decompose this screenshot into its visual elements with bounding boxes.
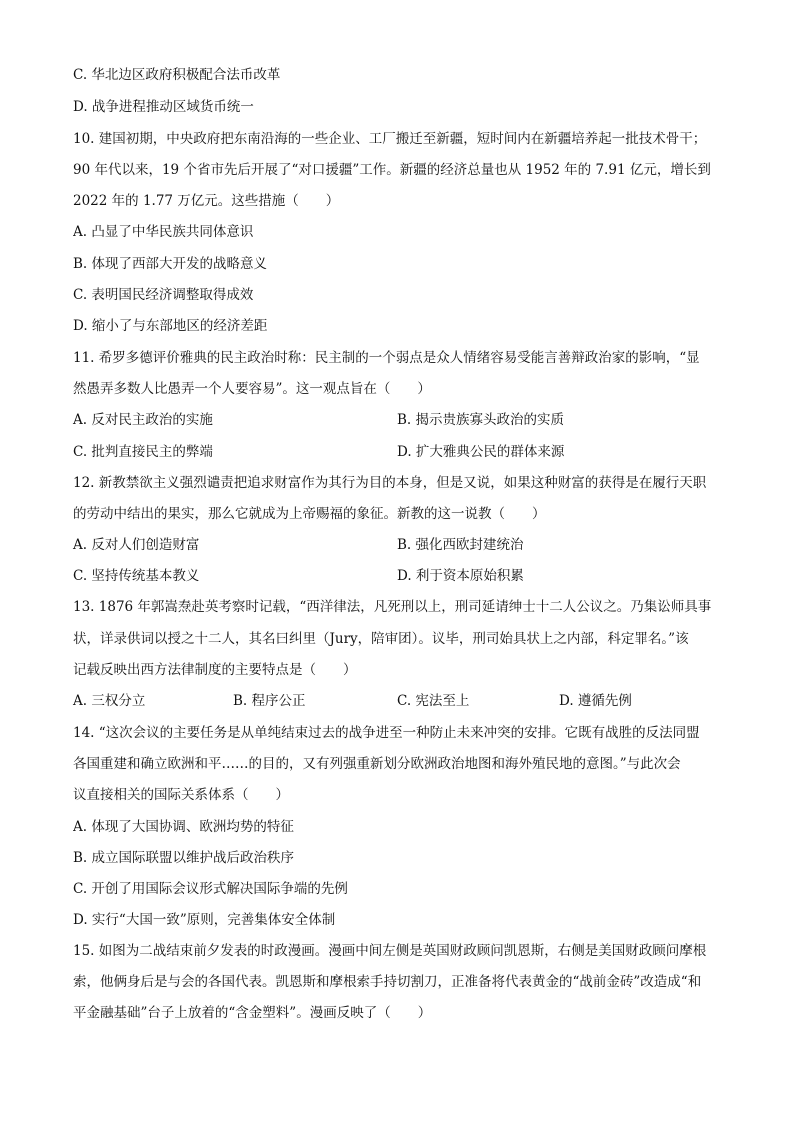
q11-stem-line-2: 然愚弄多数人比愚弄一个人要容易”。这一观点旨在（ ） [73,381,431,397]
q11-option-a: A. 反对民主政治的实施 [73,412,213,428]
q14-stem-line-3: 议直接相关的国际关系体系（ ） [73,787,289,803]
q10-option-c: C. 表明国民经济调整取得成效 [73,287,254,303]
q15-stem-line-1: 15. 如图为二战结束前夕发表的时政漫画。漫画中间左侧是英国财政顾问凯恩斯，右侧是美国财政顾问摩根 [73,943,707,959]
q13-option-c: C. 宪法至上 [397,693,470,709]
q13-stem-line-1: 13. 1876 年郭嵩焘赴英考察时记载，“西洋律法，凡死刑以上，刑司延请绅士十二人公议之。乃集讼师具事 [73,599,712,615]
q10-option-b: B. 体现了西部大开发的战略意义 [73,256,268,272]
q11-stem-line-1: 11. 希罗多德评价雅典的民主政治时称：民主制的一个弱点是众人情绪容易受能言善辩政治家的影响，“显 [73,350,700,366]
q13-option-b: B. 程序公正 [233,693,306,709]
q15-stem-line-2: 索，他俩身后是与会的各国代表。凯恩斯和摩根索手持切割刀，正准备将代表黄金的“战前金砖”改造成“和 [73,974,702,990]
q12-stem-line-2: 的劳动中结出的果实，那么它就成为上帝赐福的象征。新教的这一说教（ ） [73,506,546,522]
q13-stem-line-3: 记载反映出西方法律制度的主要特点是（ ） [73,662,357,678]
q9-option-c: C. 华北边区政府积极配合法币改革 [73,67,281,83]
q14-option-a: A. 体现了大国协调、欧洲均势的特征 [73,819,294,835]
q12-options-row-1 [73,536,723,554]
q9-option-d: D. 战争进程推动区域货币统一 [73,99,254,115]
q13-option-a: A. 三权分立 [73,693,146,709]
q13-stem-line-2: 状，详录供词以授之十二人，其名曰纠里（Jury，陪审团）。议毕，刑司始具状上之内部，科定罪名。”该 [73,631,689,647]
q15-stem-line-3: 平金融基础”台子上放着的“含金塑料”。漫画反映了（ ） [73,1005,432,1021]
q10-option-a: A. 凸显了中华民族共同体意识 [73,224,254,240]
q12-stem-line-1: 12. 新教禁欲主义强烈谴责把追求财富作为其行为目的本身，但是又说，如果这种财富的获得是在履行天职 [73,475,707,491]
q11-options-row-1 [73,411,723,429]
q12-option-d: D. 利于资本原始积累 [397,568,524,584]
q10-stem-line-1: 10. 建国初期，中央政府把东南沿海的一些企业、工厂搬迁至新疆，短时间内在新疆培养起一批技术骨干； [73,131,707,147]
q14-stem-line-2: 各国重建和确立欧洲和平……的目的，又有列强重新划分欧洲政治地图和海外殖民地的意图。”与此次会 [73,756,681,772]
q10-stem-line-3: 2022 年的 1.77 万亿元。这些措施（ ） [73,193,340,209]
q12-options-row-2 [73,567,723,585]
q10-option-d: D. 缩小了与东部地区的经济差距 [73,318,268,334]
q12-option-b: B. 强化西欧封建统治 [397,537,524,553]
q11-option-b: B. 揭示贵族寡头政治的实质 [397,412,565,428]
q11-option-c: C. 批判直接民主的弊端 [73,444,213,460]
q11-options-row-2 [73,443,723,461]
q13-option-d: D. 遵循先例 [559,693,632,709]
q14-option-d: D. 实行“大国一致”原则，完善集体安全体制 [73,912,336,928]
q12-option-c: C. 坚持传统基本教义 [73,568,200,584]
q13-options-row [73,692,723,710]
q14-option-c: C. 开创了用国际会议形式解决国际争端的先例 [73,881,348,897]
q10-stem-line-2: 90 年代以来，19 个省市先后开展了“对口援疆”工作。新疆的经济总量也从 1952 年的 7.91 亿元，增长到 [73,162,711,178]
q12-option-a: A. 反对人们创造财富 [73,537,200,553]
q14-option-b: B. 成立国际联盟以维护战后政治秩序 [73,850,295,866]
q11-option-d: D. 扩大雅典公民的群体来源 [397,444,565,460]
q14-stem-line-1: 14. “这次会议的主要任务是从单纯结束过去的战争进至一种防止未来冲突的安排。它既有战胜的反法同盟 [73,725,700,741]
